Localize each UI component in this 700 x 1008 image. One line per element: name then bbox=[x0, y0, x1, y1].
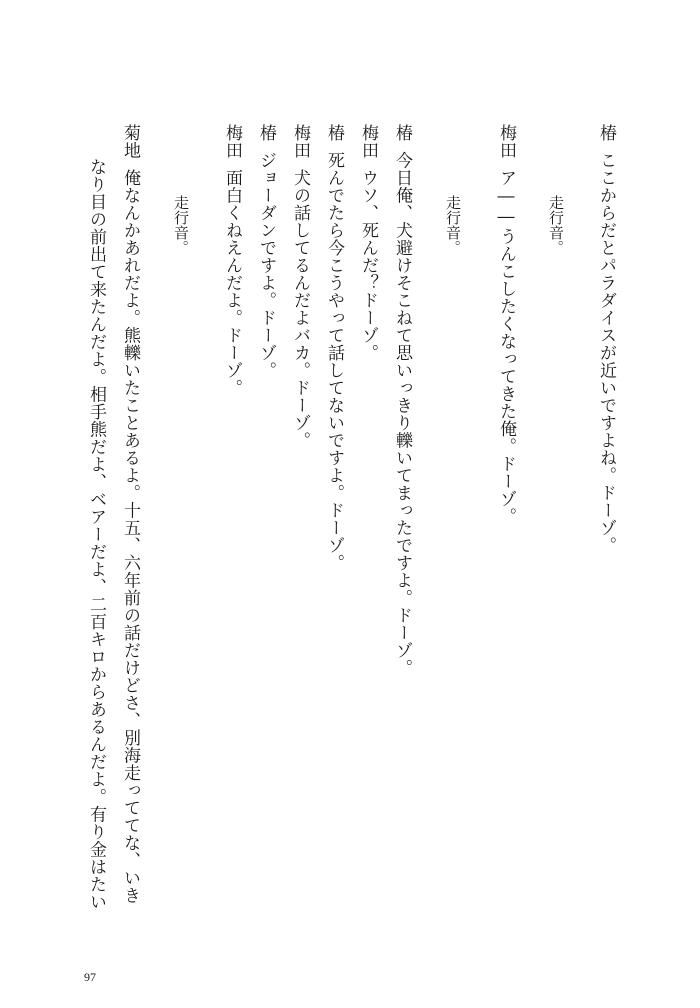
dialogue-text: ア――うんこしたくなってきた俺。ドーゾ。 bbox=[496, 169, 516, 525]
speaker-name: 椿 bbox=[256, 124, 276, 142]
dialogue-line bbox=[257, 124, 274, 379]
speaker-name: 梅田 bbox=[290, 124, 310, 159]
speaker-name: 梅田 bbox=[222, 124, 242, 159]
speaker-name: 菊地 bbox=[120, 124, 140, 159]
dialogue-line bbox=[597, 124, 614, 554]
dialogue-line bbox=[359, 124, 376, 362]
dialogue-text: 今日俺、犬避けそこねて思いっきり轢いてまったですよ。ドーゾ。 bbox=[392, 151, 412, 677]
stage-direction: 走行音。 bbox=[547, 195, 565, 255]
stage-direction: 走行音。 bbox=[444, 195, 462, 255]
dialogue-line bbox=[325, 124, 342, 572]
stage-direction: 走行音。 bbox=[172, 195, 190, 255]
speaker-name: 椿 bbox=[324, 124, 344, 142]
dialogue-text: 俺なんかあれだよ。熊轢いたことあるよ。十五、六年前の話だけどさ、別海走っててな、いき bbox=[120, 169, 140, 904]
speaker-name: 梅田 bbox=[496, 124, 516, 159]
dialogue-text: 面白くねえんだよ。ドーゾ。 bbox=[222, 169, 242, 397]
dialogue-line bbox=[291, 124, 308, 449]
dialogue-line bbox=[223, 124, 240, 397]
dialogue-continuation: なり目の前出て来たんだよ。相手熊だよ、ベアーだよ、二百キロからあるんだよ。有り金はたい bbox=[86, 158, 106, 911]
dialogue-text: 死んでたら今こうやって話してないですよ。ドーゾ。 bbox=[324, 151, 344, 572]
speaker-name: 梅田 bbox=[358, 124, 378, 159]
dialogue-text: ここからだとパラダイスが近いですよね。ドーゾ。 bbox=[596, 151, 616, 554]
page-number: 97 bbox=[84, 970, 96, 984]
speaker-name: 椿 bbox=[392, 124, 412, 142]
speaker-name: 椿 bbox=[596, 124, 616, 142]
dialogue-text: ウソ、死んだ？ドーゾ。 bbox=[358, 169, 378, 362]
dialogue-text: ジョーダンですよ。ドーゾ。 bbox=[256, 151, 276, 379]
dialogue-line bbox=[121, 124, 138, 904]
dialogue-line bbox=[393, 124, 410, 677]
dialogue-text: 犬の話してるんだよバカ。ドーゾ。 bbox=[290, 169, 310, 449]
dialogue-line bbox=[497, 124, 514, 525]
